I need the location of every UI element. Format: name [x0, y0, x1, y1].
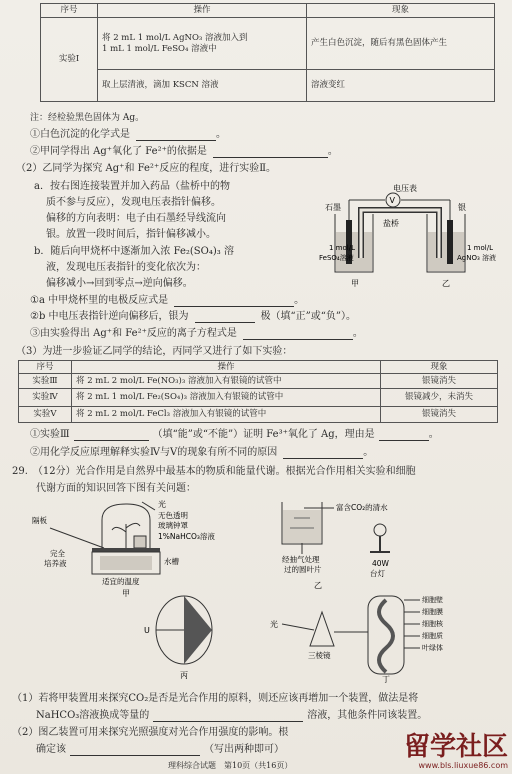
table2-header-phenomenon: 现象 — [381, 361, 498, 374]
svg-text:富含CO₂的清水: 富含CO₂的清水 — [336, 503, 388, 512]
svg-text:水槽: 水槽 — [164, 557, 179, 566]
svg-text:隔板: 隔板 — [32, 516, 47, 525]
svg-text:丙: 丙 — [180, 671, 188, 680]
svg-text:光: 光 — [270, 620, 278, 629]
graphite-label: 石墨 — [325, 203, 341, 212]
note-text: 注：经检验黑色固体为 Ag。 — [30, 113, 145, 123]
experiment-table-1 — [40, 3, 495, 102]
table1-header-phenomenon: 现象 — [307, 4, 495, 18]
question-2c1: ①a 中甲烧杯里的电极反应式是 。 — [30, 295, 305, 306]
beaker-left-label: 甲 — [351, 279, 359, 288]
exam-page: 序号 操作 现象 实验Ⅰ 将 2 mL 1 mol/L AgNO₃ 溶液加入到 1 mL 1 mol/L FeSO₄ 溶液中 产生白色沉淀，随后有黑色固体产生 取上层清液，滴加 KSCN 溶液 溶液变红 注：经检验黑色固体为 Ag。 ①白色沉淀的化学式是 。 ②甲同学得出 Ag⁺氧化了 Fe²⁺的依据是 。 （2）乙同学为探究 Ag⁺和 Fe²⁺反应的程度，进行实验Ⅱ。 a．按右图连接装置并加入药品（盐桥中的物 质不参与反应），发现电压表指针偏移。 偏移的方向表明：电子由石墨经导线流向 银。放置一段时间后，指针偏移减小。 b．随后向甲烧杯中逐渐加入浓 Fe₂(SO₄)₃ 溶 液，发现电压表指针的变化依次为： 偏移减小→回到零点→逆向偏移。 电压表 V 石墨 银 盐桥 1 mol/L FeSO₄溶液 1 mol/L AgNO₃ 溶液 甲 乙 ①a 中甲烧杯里的电极反应式是 。 ②b 中电压表指针逆向偏移后，银为 极（填“正”或“负”）。 ③由实验得出 Ag⁺和 Fe²⁺反应的离子方程式是 。 （3）为进一步验证乙同学的结论，丙同学又进行了如下实验： 序号 操作 现象 实验Ⅲ 将 2 mL 2 mol/L Fe(NO₃)₃ 溶液加入有银镜的试管中 银镜消失 实验Ⅳ 将 2 mL 1 mol/L Fe₂(SO₄)₃ 溶液加入有银镜的试管中 银镜减少，未消失 实验Ⅴ 将 2 mL 2 mol/L FeCl₃ 溶液加入有银镜的试管中 银镜消失 ①实验Ⅲ （填“能”或“不能”）证明 Fe³⁺氧化了 Ag，理由是 。 ②用化学反应原理解释实验Ⅳ与Ⅴ的现象有所不同的原因 。 29. （12分）光合作用是自然界中最基本的物质和能量代谢。根据光合作用相关实验和细胞 代谢方面的知识回答下图有关问题： 光 无色透明 玻璃钟罩 1%NaHCO₃溶液 隔板 完全 培养液 水槽 适宜的温度 甲 富含CO₂的清水 经抽气处理 过的圆叶片 40W 台灯 乙 U 丙 光 三棱镜 细胞壁 细胞膜 细胞核 细胞质 叶绿体 丁 （1）若将甲装置用来探究CO₂是否是光合作用的原料，则还应该再增加一个装置，做法是将 NaHCO₃溶液换成等量的 溶液，其他条件同该装置。 （2）图乙装置可用来探究光照强度对光合作用强度的影响。根 确定该 （写出两种即可） 理科综合试题 第10页（共16页） 留学社区 www.bls.liuxue86.com — [0, 0, 512, 774]
prism-icon — [310, 612, 334, 646]
alga-cell — [368, 596, 404, 674]
svg-text:细胞质: 细胞质 — [422, 632, 443, 640]
svg-text:叶绿体: 叶绿体 — [422, 644, 443, 652]
svg-text:无色透明: 无色透明 — [158, 511, 188, 520]
table1-op1: 将 2 mL 1 mol/L AgNO₃ 溶液加入到 1 mL 1 mol/L FeSO₄ 溶液中 — [98, 18, 307, 70]
svg-text:细胞核: 细胞核 — [422, 620, 443, 628]
table-row: 实验Ⅲ 将 2 mL 2 mol/L Fe(NO₃)₃ 溶液加入有银镜的试管中 银镜消失 — [19, 374, 498, 389]
voltmeter-label: 电压表 — [393, 184, 417, 193]
table-row: 实验Ⅳ 将 2 mL 1 mol/L Fe₂(SO₄)₃ 溶液加入有银镜的试管中 银镜减少，未消失 — [19, 389, 498, 407]
svg-text:丁: 丁 — [382, 675, 390, 684]
salt-bridge-label: 盐桥 — [383, 219, 399, 228]
table1-row-label: 实验Ⅰ — [41, 18, 98, 102]
lamp-icon — [374, 524, 386, 536]
svg-text:适宜的温度: 适宜的温度 — [102, 577, 140, 586]
table1-ph1: 产生白色沉淀，随后有黑色固体产生 — [307, 18, 495, 70]
galvanic-cell-diagram — [319, 182, 510, 290]
svg-text:甲: 甲 — [122, 589, 130, 598]
question-2c3: ③由实验得出 Ag⁺和 Fe²⁺反应的离子方程式是 。 — [30, 328, 363, 339]
question-1b: ②甲同学得出 Ag⁺氧化了 Fe²⁺的依据是 。 — [30, 146, 338, 157]
table-row: 实验Ⅴ 将 2 mL 2 mol/L FeCl₃ 溶液加入有银镜的试管中 银镜消失 — [19, 407, 498, 423]
svg-text:培养液: 培养液 — [44, 559, 67, 568]
table2-header-operation: 操作 — [72, 361, 381, 374]
question-3: （3）为进一步验证乙同学的结论，丙同学又进行了如下实验： — [16, 346, 293, 357]
page-footer: 理科综合试题 第10页（共16页） — [168, 761, 293, 770]
silver-electrode — [447, 220, 453, 264]
svg-text:玻璃钟罩: 玻璃钟罩 — [158, 521, 188, 530]
svg-text:完全: 完全 — [50, 549, 65, 558]
question-1a: ①白色沉淀的化学式是 。 — [30, 129, 226, 140]
svg-text:AgNO₃ 溶液: AgNO₃ 溶液 — [457, 254, 497, 262]
svg-text:FeSO₄溶液: FeSO₄溶液 — [319, 254, 354, 262]
watermark: 留学社区 www.bls.liuxue86.com — [403, 732, 508, 770]
figure-ding — [260, 592, 480, 684]
svg-text:细胞壁: 细胞壁 — [422, 596, 443, 604]
svg-text:经抽气处理: 经抽气处理 — [282, 555, 320, 564]
question-2: （2）乙同学为探究 Ag⁺和 Fe²⁺反应的程度，进行实验Ⅱ。 — [16, 163, 277, 174]
table1-op2: 取上层清液，滴加 KSCN 溶液 — [98, 70, 307, 102]
experiment-table-2 — [18, 360, 498, 423]
question-3a: ①实验Ⅲ （填“能”或“不能”）证明 Fe³⁺氧化了 Ag，理由是 。 — [30, 429, 439, 440]
question-2c2: ②b 中电压表指针逆向偏移后，银为 极（填“正”或“负”）。 — [30, 311, 356, 322]
svg-text:乙: 乙 — [314, 581, 322, 590]
nahco3-beaker — [134, 536, 146, 548]
table1-header-index: 序号 — [41, 4, 98, 18]
svg-text:1%NaHCO₃溶液: 1%NaHCO₃溶液 — [158, 532, 215, 541]
figure-jia — [30, 498, 240, 598]
table1-ph2: 溶液变红 — [307, 70, 495, 102]
svg-text:V: V — [389, 196, 395, 205]
svg-text:三棱镜: 三棱镜 — [308, 651, 331, 660]
svg-text:台灯: 台灯 — [370, 569, 385, 578]
figure-bing — [140, 592, 220, 682]
svg-text:U: U — [144, 626, 150, 635]
svg-text:细胞膜: 细胞膜 — [422, 608, 443, 616]
svg-text:过的圆叶片: 过的圆叶片 — [284, 565, 322, 574]
svg-text:40W: 40W — [372, 559, 389, 568]
svg-text:1 mol/L: 1 mol/L — [467, 244, 493, 252]
silver-label: 银 — [458, 203, 466, 212]
figure-yi — [262, 496, 412, 596]
light-icon — [142, 502, 155, 510]
beaker-right-label: 乙 — [442, 279, 450, 288]
svg-text:光: 光 — [158, 500, 166, 509]
table2-header-index: 序号 — [19, 361, 72, 374]
question-3b: ②用化学反应原理解释实验Ⅳ与Ⅴ的现象有所不同的原因 。 — [30, 447, 374, 458]
table1-header-operation: 操作 — [98, 4, 307, 18]
svg-text:1 mol/L: 1 mol/L — [329, 244, 355, 252]
